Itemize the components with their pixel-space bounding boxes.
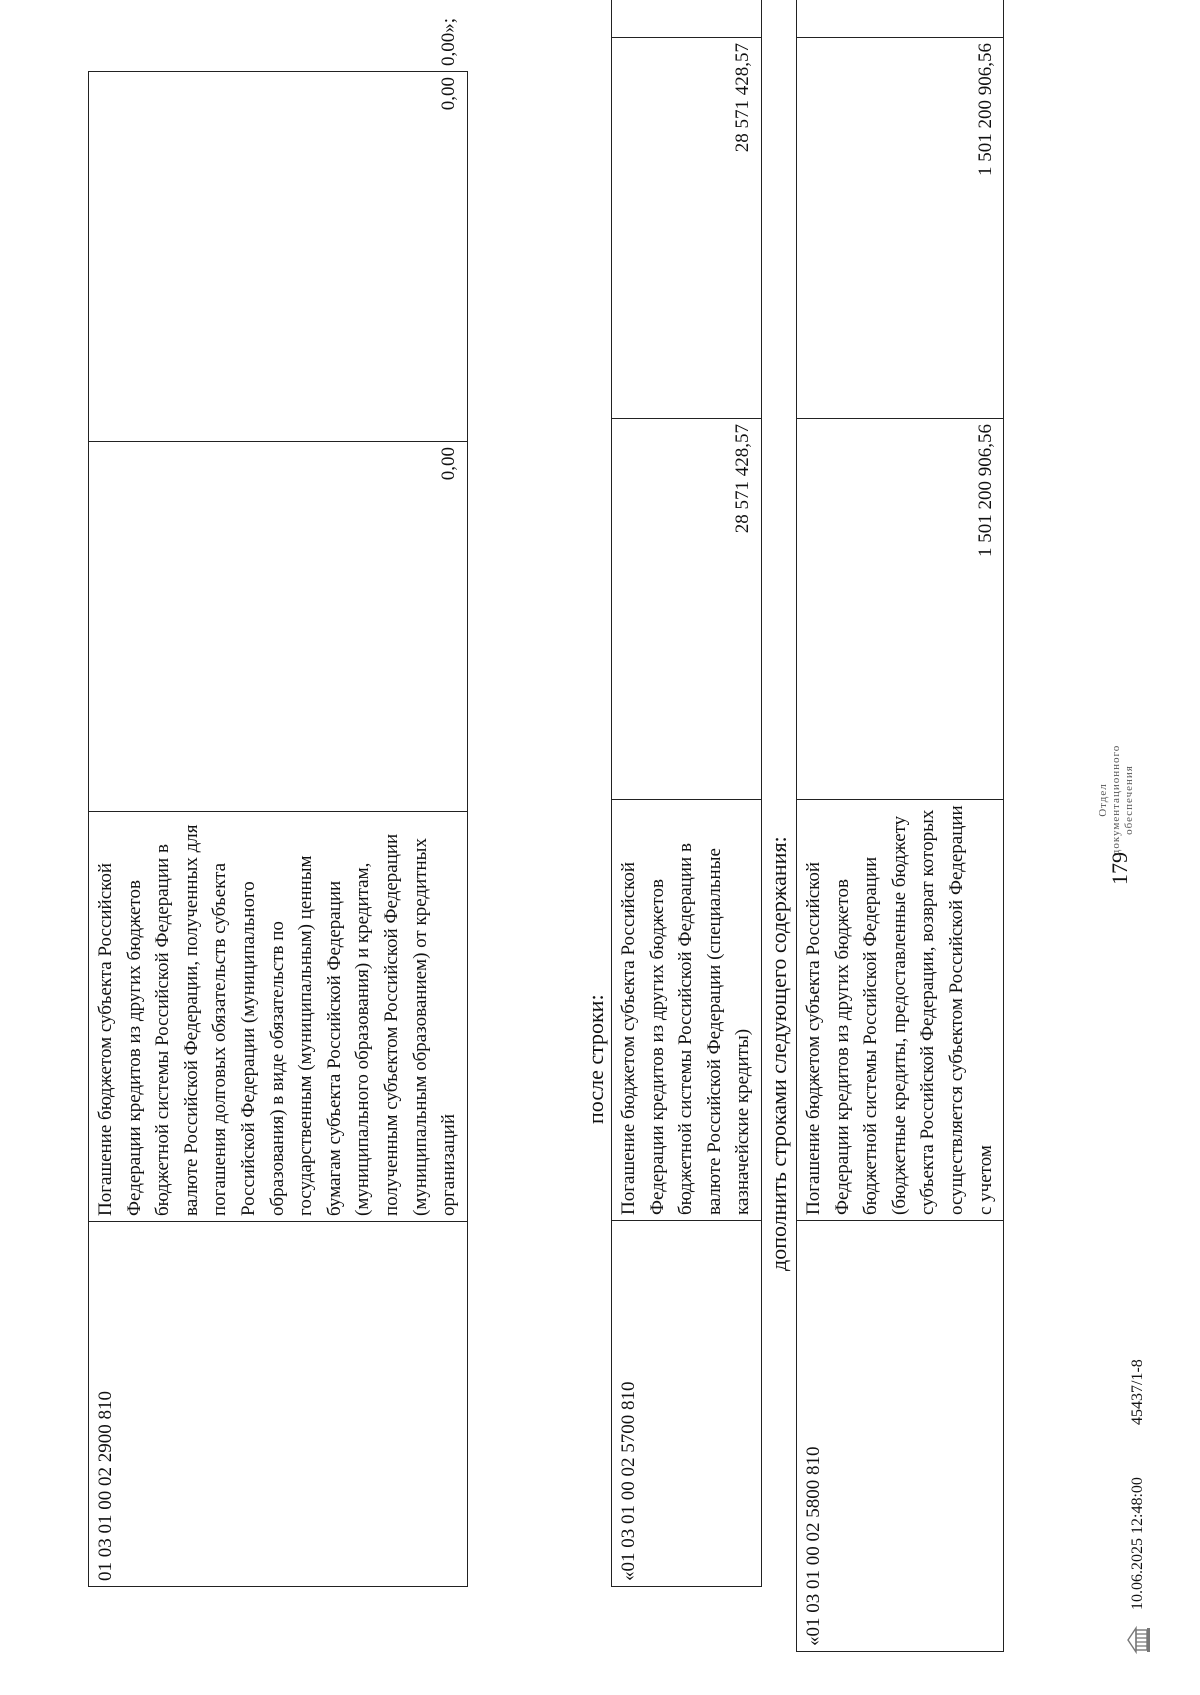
budget-table-row-1	[88, 17, 468, 1587]
building-logo-icon	[1125, 1625, 1153, 1655]
footer-doc-number: 45437/1-8	[1129, 1359, 1146, 1425]
row-value-2: 28 571 428,57	[612, 38, 762, 419]
row-code: 01 03 01 00 02 2900 810	[95, 1391, 116, 1581]
row-name: Погашение бюджетом субъекта Российской Федерации кредитов из других бюджетов бюджетной системы Российской Федерации в валюте Российской Федерации, полученных для погашения долговых обязательств субъекта Российской Федерации (муниципального образования) в виде обязательств по государственным (муниципальным) ценным бумагам субъекта Российской Федерации (муниципального образования) и кредитам, полученным субъектом Российской Федерации (муниципальным образованием) от кредитных организаций	[89, 812, 468, 1222]
row-code: «01 03 01 00 02 5700 810	[612, 1221, 762, 1587]
table-row	[612, 0, 762, 1587]
after-row-label: после строки:	[583, 994, 608, 1124]
row-value-1: 0,00	[89, 442, 468, 812]
page-number: 179	[1107, 852, 1132, 885]
budget-table-row-3	[796, 0, 1004, 1652]
table-row	[797, 0, 1004, 1652]
department-stamp: Отдел документационного обеспечения	[1097, 744, 1135, 856]
budget-table-row-2	[611, 0, 762, 1587]
footer-datetime: 10.06.2025 12:48:00	[1129, 1477, 1146, 1610]
row-name: Погашение бюджетом субъекта Российской Федерации кредитов из других бюджетов бюджетной системы Российской Федерации (бюджетные кредиты, предоставленные бюджету субъекта Российской Федерации, возврат которых осуществляется субъектом Российской Федерации с учетом	[797, 800, 1004, 1221]
row-value-2: 1 501 200 906,56	[797, 38, 1004, 419]
row-code: «01 03 01 00 02 5800 810	[797, 1221, 1004, 1652]
row-value-1: 1 501 200 906,56	[797, 419, 1004, 800]
row-value-1: 28 571 428,57	[612, 419, 762, 800]
row-code-name-cell	[89, 1222, 468, 1587]
row-value-2: 0,00	[89, 72, 468, 442]
table-row: 01 03 01 00 02 2900 810 Погашение бюджетом субъекта Российской Федерации кредитов из других бюджетов бюджетной системы Российской Федерации в валюте Российской Федерации, полученных для погашения долговых обязательств субъекта Российской Федерации (муниципального образования) в виде обязательств по государственным (муниципальным) ценным бумагам субъекта Российской Федерации (муниципального образования) и кредитам, полученным субъектом Российской Федерации (муниципальным образованием) от кредитных организаций 0,00 0,00 0,00»;	[89, 72, 468, 1587]
row-name: Погашение бюджетом субъекта Российской Федерации кредитов из других бюджетов бюджетной системы Российской Федерации в валюте Российской Федерации (специальные казначейские кредиты)	[612, 800, 762, 1221]
add-rows-label: дополнить строками следующего содержания:	[766, 836, 791, 1271]
row-value-3	[797, 0, 1004, 38]
row-value-3	[612, 0, 762, 38]
